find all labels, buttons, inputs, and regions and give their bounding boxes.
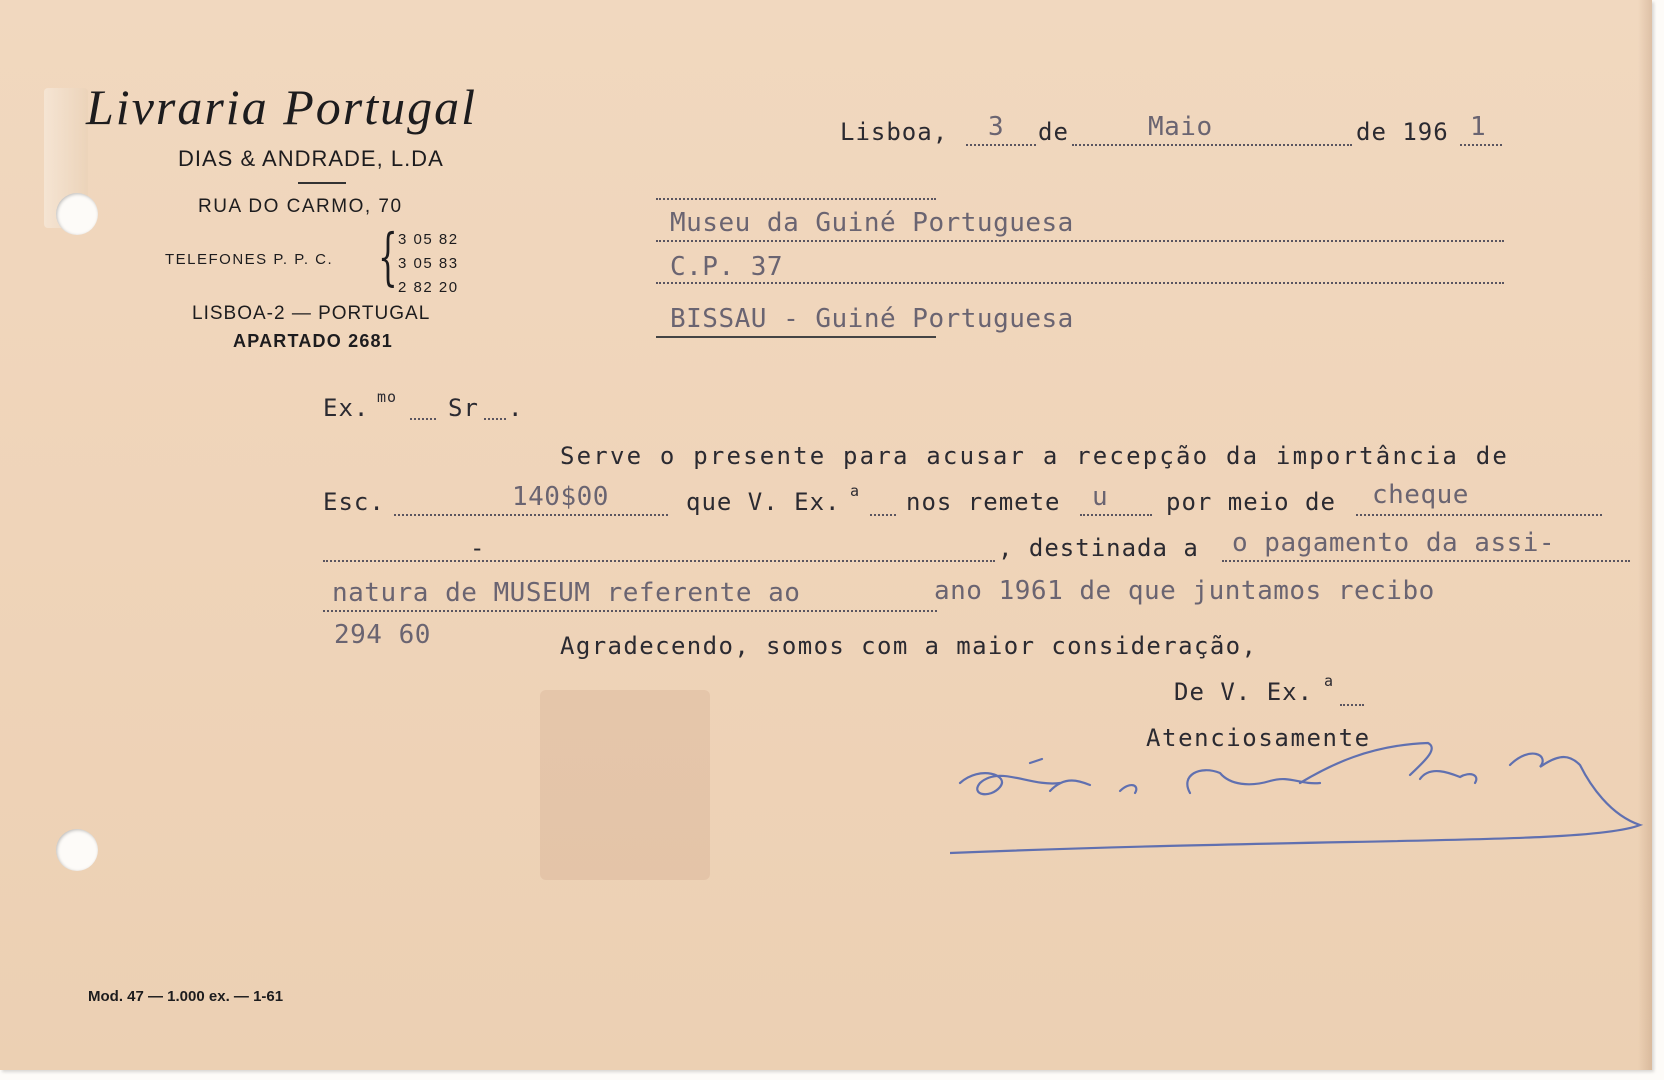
date-prefix: Lisboa, bbox=[840, 118, 949, 146]
punch-hole-top bbox=[56, 193, 98, 235]
purpose-line-1: o pagamento da assi- bbox=[1232, 528, 1556, 558]
date-year-prefix: de 196 bbox=[1356, 118, 1449, 146]
method-dots bbox=[1356, 514, 1602, 516]
purpose-dots-2 bbox=[323, 610, 937, 612]
date-day: 3 bbox=[988, 112, 1005, 142]
de-vex-dots bbox=[1340, 704, 1364, 706]
purpose-line-2-rest: ano 1961 de que juntamos recibo bbox=[934, 576, 1435, 606]
salutation-dots-1 bbox=[410, 418, 436, 420]
phone-2: 3 05 83 bbox=[398, 255, 459, 272]
address-dots-2 bbox=[656, 282, 1504, 284]
address-line-1: Museu da Guiné Portuguesa bbox=[670, 208, 1074, 238]
form-model-number: Mod. 47 — 1.000 ex. — 1-61 bbox=[88, 988, 284, 1005]
city-line: LISBOA-2 — PORTUGAL bbox=[192, 303, 431, 324]
remete-fill: u bbox=[1092, 482, 1109, 512]
closing-line: Agradecendo, somos com a maior consideração, bbox=[560, 632, 1258, 660]
de-vex: De V. Ex. bbox=[1174, 678, 1314, 706]
paper-edge bbox=[1638, 0, 1652, 1070]
street-address: RUA DO CARMO, 70 bbox=[198, 196, 403, 217]
phones-label: TELEFONES P. P. C. bbox=[165, 251, 334, 268]
salutation-end: . bbox=[508, 394, 524, 422]
blank-line-dash: - bbox=[470, 534, 486, 562]
paper-stain bbox=[540, 690, 710, 880]
date-de: de bbox=[1038, 118, 1069, 146]
phone-numbers bbox=[398, 228, 459, 300]
por-meio-text: por meio de bbox=[1166, 488, 1336, 516]
firm-name: DIAS & ANDRADE, L.DA bbox=[178, 146, 444, 171]
brand-name: Livraria Portugal bbox=[86, 79, 477, 135]
date-year-digit: 1 bbox=[1470, 112, 1487, 142]
salutation-sr: Sr bbox=[448, 394, 479, 422]
body-line-1: Serve o presente para acusar a recepção da importância de bbox=[560, 442, 1510, 470]
address-line-3: BISSAU - Guiné Portuguesa bbox=[670, 304, 1074, 334]
blank-line-dots bbox=[323, 560, 995, 562]
de-vex-sup: a bbox=[1324, 672, 1335, 690]
salutation-ex-sup: mo bbox=[377, 388, 398, 406]
address-dots-1 bbox=[656, 240, 1504, 242]
letterhead-rule bbox=[298, 182, 346, 184]
address-top-dots bbox=[656, 198, 936, 200]
amount-dots bbox=[394, 514, 668, 516]
remete-text: nos remete bbox=[906, 488, 1061, 516]
remete-dots bbox=[1080, 514, 1152, 516]
signature bbox=[950, 725, 1650, 865]
que-vex-sup: a bbox=[850, 482, 861, 500]
purpose-line-2: natura de MUSEUM referente ao bbox=[332, 578, 801, 608]
date-month: Maio bbox=[1148, 112, 1213, 142]
phone-1: 3 05 82 bbox=[398, 231, 459, 248]
po-box: APARTADO 2681 bbox=[233, 331, 393, 351]
address-underline bbox=[656, 336, 936, 338]
salutation-dots-2 bbox=[484, 418, 506, 420]
month-dots bbox=[1072, 144, 1352, 146]
phone-3: 2 82 20 bbox=[398, 279, 459, 296]
que-vex: que V. Ex. bbox=[686, 488, 841, 516]
address-line-2: C.P. 37 bbox=[670, 252, 784, 282]
esc-label: Esc. bbox=[323, 488, 385, 516]
amount-value: 140$00 bbox=[512, 482, 609, 512]
day-dots bbox=[966, 144, 1036, 146]
punch-hole-bottom bbox=[56, 829, 98, 871]
salutation-ex: Ex. bbox=[323, 394, 370, 422]
atenciosamente: Atenciosamente bbox=[1146, 724, 1371, 752]
payment-method: cheque bbox=[1372, 480, 1469, 510]
que-dots bbox=[870, 514, 896, 516]
purpose-dots-1 bbox=[1222, 560, 1630, 562]
receipt-number: 294 60 bbox=[334, 620, 431, 650]
brace-icon: { bbox=[378, 220, 398, 293]
year-dots bbox=[1460, 144, 1502, 146]
destinada-text: , destinada a bbox=[998, 534, 1199, 562]
